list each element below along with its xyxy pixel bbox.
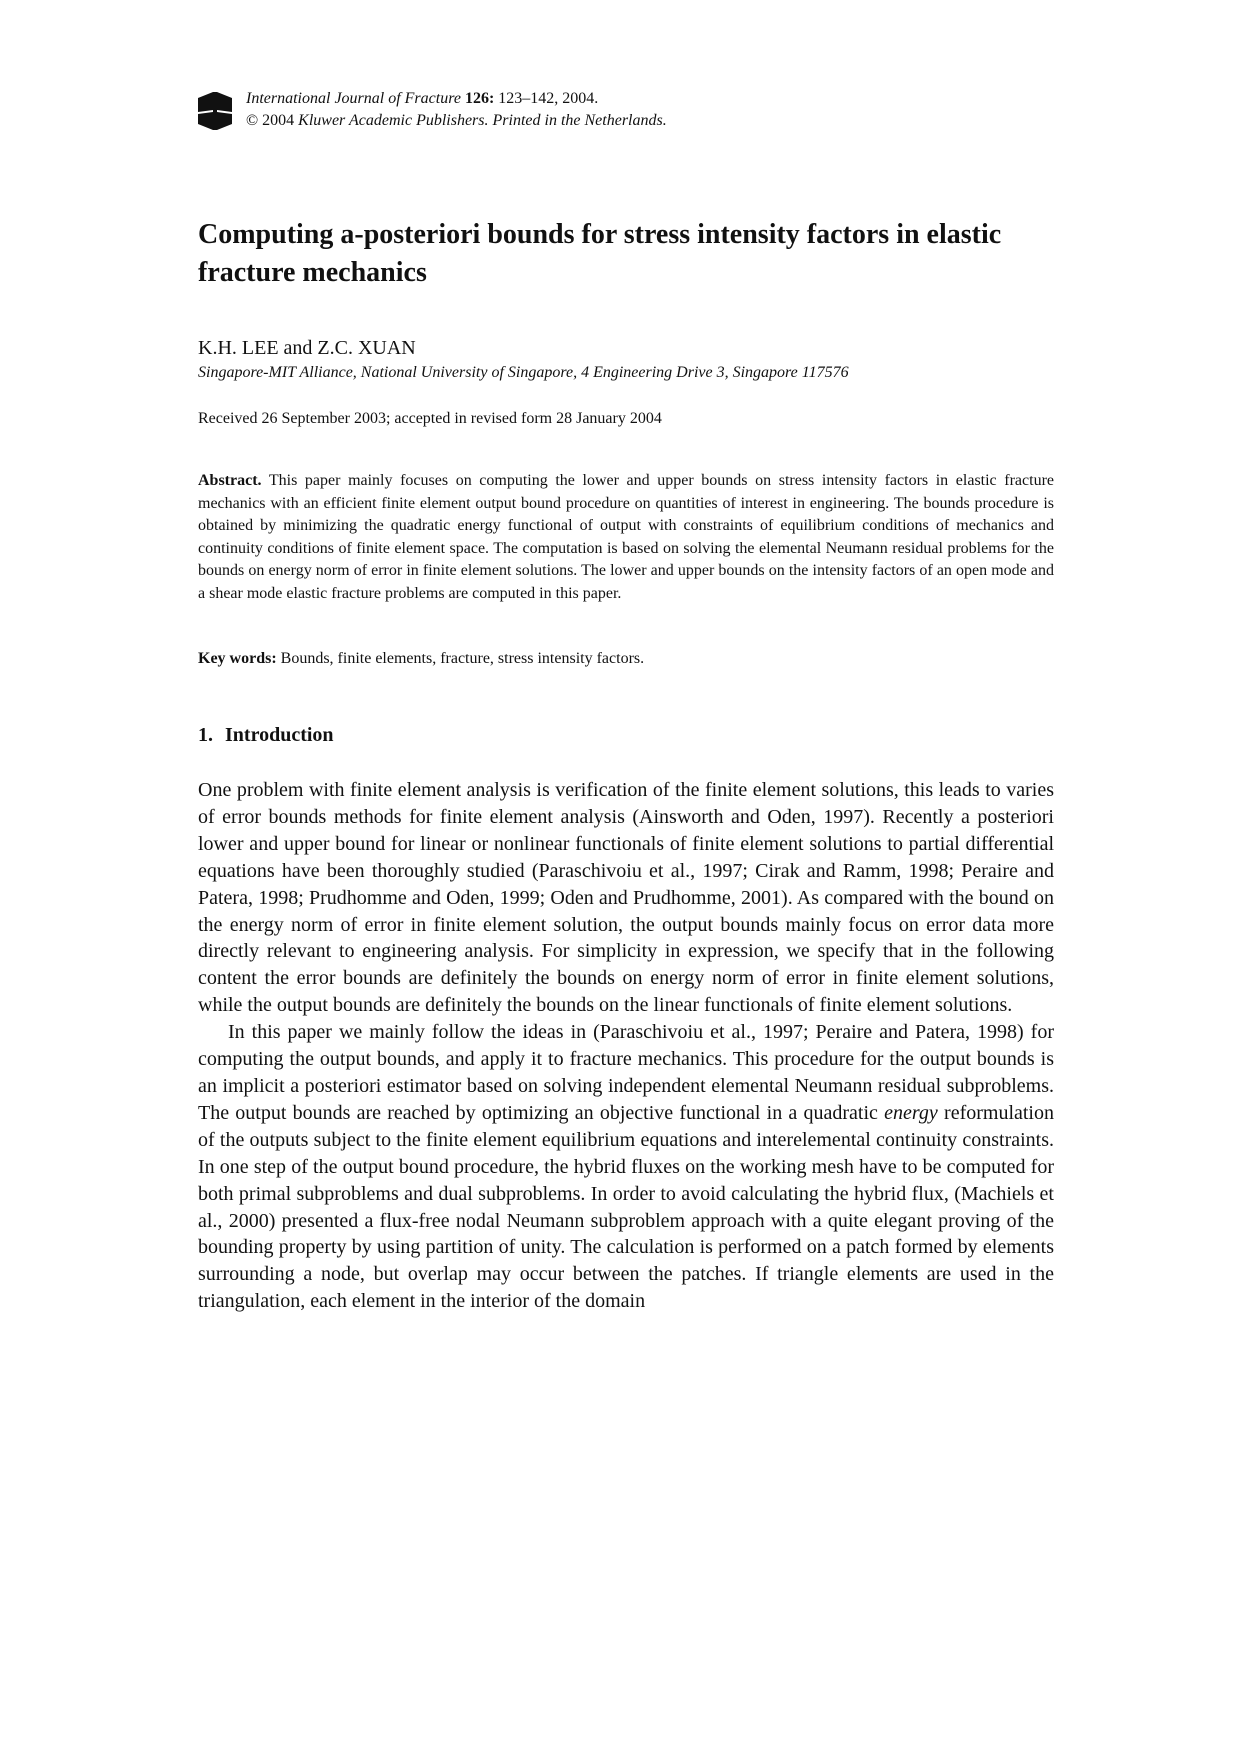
- keywords: [198, 648, 644, 670]
- journal-citation: [246, 88, 667, 132]
- paragraph-2: [198, 1019, 1054, 1315]
- section-number: 1.: [198, 724, 213, 746]
- abstract: [198, 470, 1054, 605]
- publisher-name: Kluwer Academic Publishers.: [298, 112, 489, 129]
- paragraph-2-part-2: reformulation of the outputs subject to the finite element equilibrium equations and interelemental continuity constraints. In one step of the output bound procedure, the hybrid fluxes on the working mesh have to be computed for both primal subproblems and dual subproblems. In order to avoid calculating the hybrid flux, (Machiels et al., 2000) presented a flux-free nodal Neumann subproblem approach with a quite elegant proving of the bounding property by using partition of unity. The calculation is performed on a patch formed by elements surrounding a node, but overlap may occur between the patches. If triangle elements are used in the triangulation, each element in the interior of the domain: [198, 1101, 1054, 1313]
- introduction-body: [198, 777, 1054, 1315]
- journal-line-1: [246, 88, 667, 110]
- author-affiliation: Singapore-MIT Alliance, National University of Singapore, 4 Engineering Drive 3, Singapore 117576: [198, 364, 849, 381]
- journal-pages-year: 123–142, 2004.: [498, 90, 599, 107]
- keywords-label: Key words:: [198, 650, 277, 667]
- section-heading-introduction: [198, 722, 334, 748]
- paragraph-2-part-1: In this paper we mainly follow the ideas in (Paraschivoiu et al., 1997; Peraire and Patera, 1998) for computing the output bounds, and apply it to fracture mechanics. This procedure for the output bounds is an implicit a posteriori estimator based on solving independent elemental Neumann residual subproblems. The output bounds are reached by optimizing an objective functional in a quadratic: [198, 1021, 1054, 1124]
- journal-line-2: [246, 110, 667, 132]
- section-title-text: Introduction: [225, 724, 334, 746]
- paragraph-1: One problem with finite element analysis is verification of the finite element solutions, this leads to varies of error bounds methods for finite element analysis (Ainsworth and Oden, 1997). Recently a posteriori lower and upper bound for linear or nonlinear functionals of finite element solutions to partial differential equations have been thoroughly studied (Paraschivoiu et al., 1997; Cirak and Ramm, 1998; Peraire and Patera, 1998; Prudhomme and Oden, 1999; Oden and Prudhomme, 2001). As compared with the bound on the energy norm of error in finite element solution, the output bounds mainly focus on error data more directly relevant to engineering analysis. For simplicity in expression, we specify that in the following content the error bounds are definitely the bounds on energy norm of error in finite element solutions, while the output bounds are definitely the bounds on the linear functionals of finite element solutions.: [198, 779, 1054, 1017]
- abstract-text: This paper mainly focuses on computing the lower and upper bounds on stress intensity factors in elastic fracture mechanics with an efficient finite element output bound procedure on quantities of interest in engineering. The bounds procedure is obtained by minimizing the quadratic energy functional of output with constraints of equilibrium conditions of mechanics and continuity conditions of finite element space. The computation is based on solving the elemental Neumann residual problems for the bounds on energy norm of error in finite element solutions. The lower and upper bounds on the intensity factors of an open mode and a shear mode elastic fracture problems are computed in this paper.: [198, 472, 1055, 602]
- paper-authors: K.H. LEE and Z.C. XUAN: [198, 337, 416, 359]
- journal-volume: 126:: [464, 90, 495, 107]
- keywords-text: Bounds, finite elements, fracture, stress intensity factors.: [280, 650, 645, 667]
- journal-header: [198, 88, 1098, 134]
- publisher-logo-icon: [198, 90, 232, 132]
- printed-location: Printed in the Netherlands.: [492, 112, 667, 129]
- journal-name: International Journal of Fracture: [246, 90, 461, 107]
- copyright-year: © 2004: [246, 112, 295, 129]
- paper-title: Computing a-posteriori bounds for stress intensity factors in elastic fracture mechanics: [198, 219, 1002, 288]
- received-dates: Received 26 September 2003; accepted in revised form 28 January 2004: [198, 410, 662, 427]
- abstract-label: Abstract.: [198, 472, 262, 489]
- paragraph-2-emphasis: energy: [884, 1101, 938, 1124]
